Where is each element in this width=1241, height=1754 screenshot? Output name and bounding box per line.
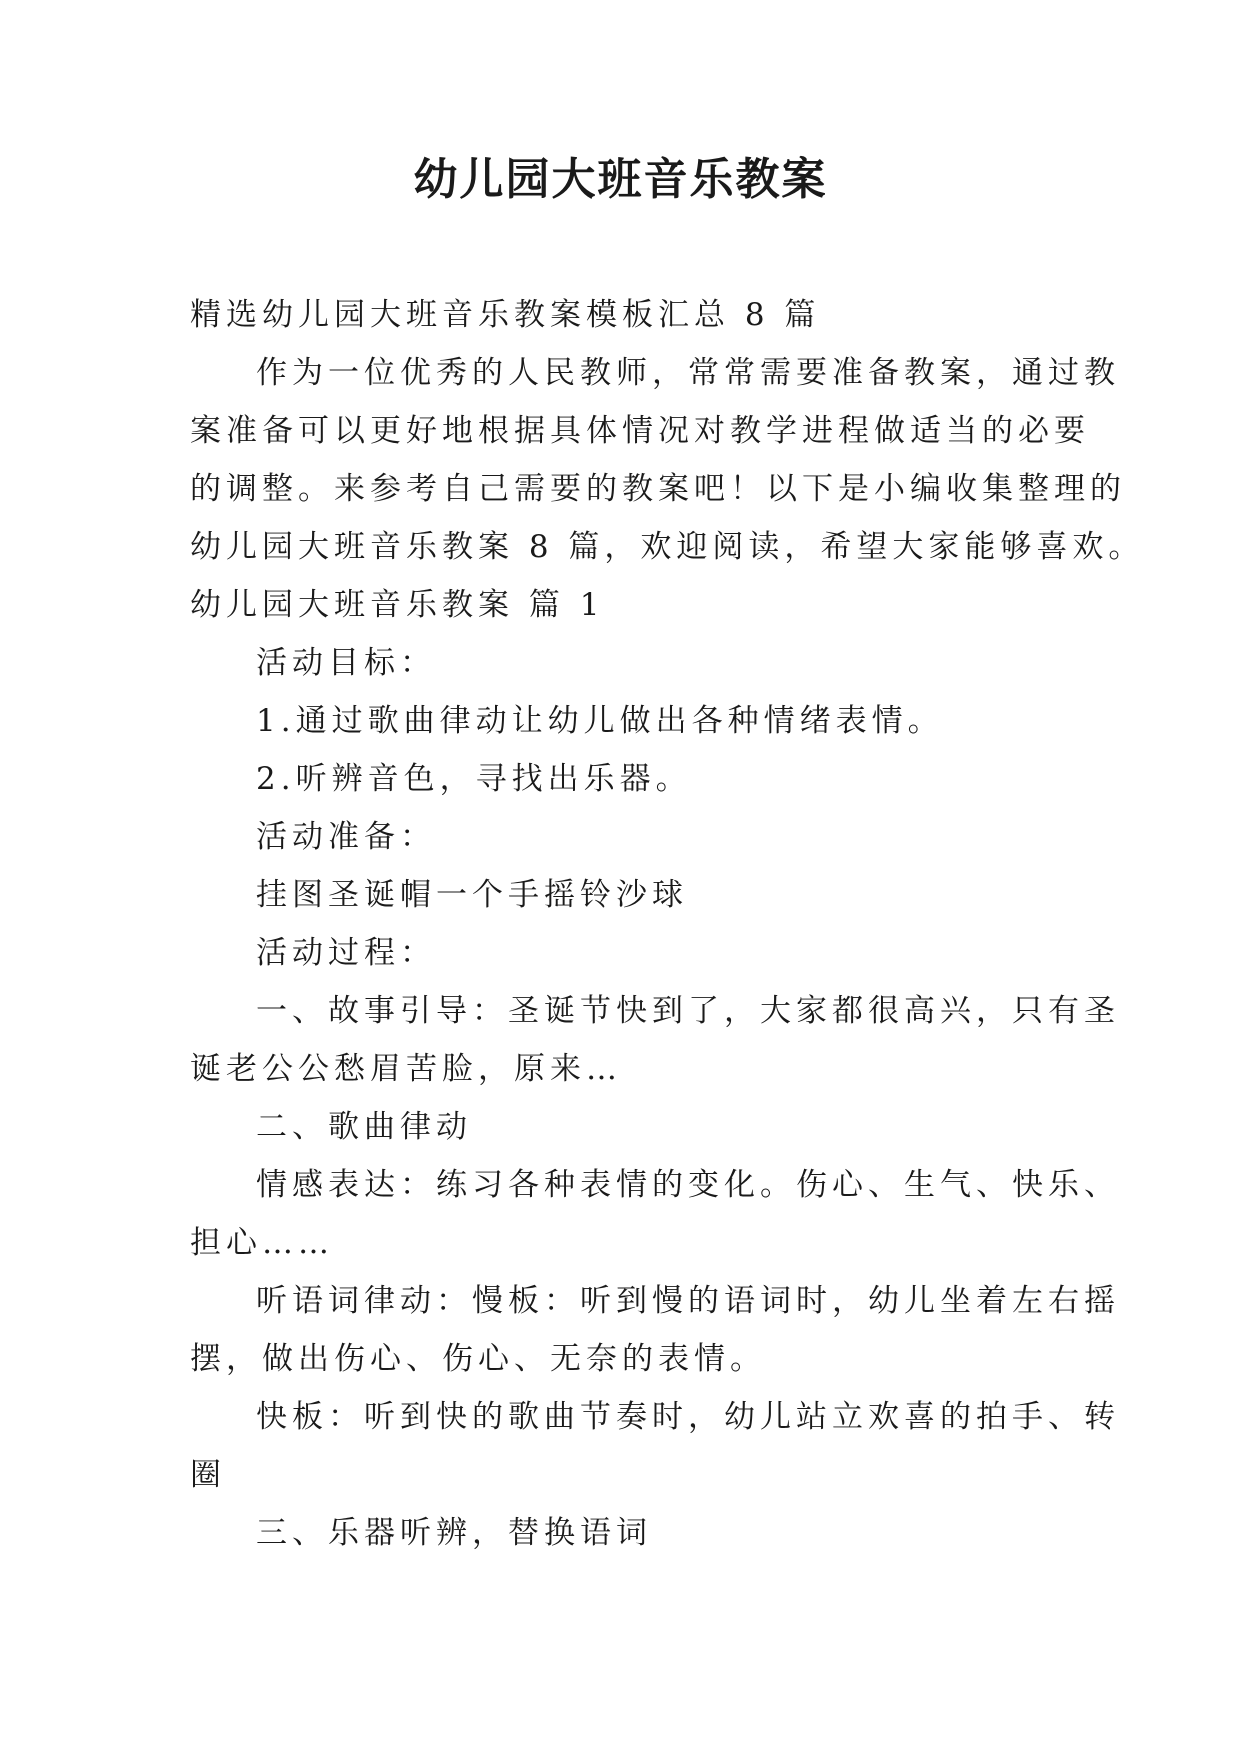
- intro-line-1: 作为一位优秀的人民教师，常常需要准备教案，通过教: [256, 355, 1120, 391]
- objective-item-1: 1.通过歌曲律动让幼儿做出各种情绪表情。: [256, 703, 944, 739]
- objectives-heading: 活动目标：: [256, 645, 436, 681]
- emotion-line-1: 情感表达：练习各种表情的变化。伤心、生气、快乐、: [256, 1167, 1120, 1203]
- process-step-1-line-2: 诞老公公愁眉苦脸，原来…: [190, 1051, 622, 1087]
- process-step-3: 三、乐器听辨，替换语词: [256, 1515, 652, 1551]
- slow-line-1: 听语词律动：慢板：听到慢的语词时，幼儿坐着左右摇: [256, 1283, 1120, 1319]
- intro-line-3: 的调整。来参考自己需要的教案吧！以下是小编收集整理的: [190, 471, 1126, 507]
- process-step-2: 二、歌曲律动: [256, 1109, 472, 1145]
- document-body: [190, 286, 1145, 1562]
- process-step-1-line-1: 一、故事引导：圣诞节快到了，大家都很高兴，只有圣: [256, 993, 1120, 1029]
- document-title: 幼儿园大班音乐教案: [413, 154, 828, 205]
- section-heading: 幼儿园大班音乐教案 篇 1: [190, 587, 605, 623]
- emotion-line-2: 担心……: [190, 1225, 334, 1261]
- preparation-heading: 活动准备：: [256, 819, 436, 855]
- intro-line-2: 案准备可以更好地根据具体情况对教学进程做适当的必要: [190, 413, 1090, 449]
- preparation-text: 挂图圣诞帽一个手摇铃沙球: [256, 877, 688, 913]
- fast-line-2: 圈: [190, 1457, 226, 1493]
- slow-line-2: 摆，做出伤心、伤心、无奈的表情。: [190, 1341, 766, 1377]
- fast-line-1: 快板：听到快的歌曲节奏时，幼儿站立欢喜的拍手、转: [256, 1399, 1120, 1435]
- subtitle-line: 精选幼儿园大班音乐教案模板汇总 8 篇: [190, 297, 821, 333]
- process-heading: 活动过程：: [256, 935, 436, 971]
- objective-item-2: 2.听辨音色，寻找出乐器。: [256, 761, 692, 797]
- intro-line-4: 幼儿园大班音乐教案 8 篇，欢迎阅读，希望大家能够喜欢。: [190, 529, 1145, 565]
